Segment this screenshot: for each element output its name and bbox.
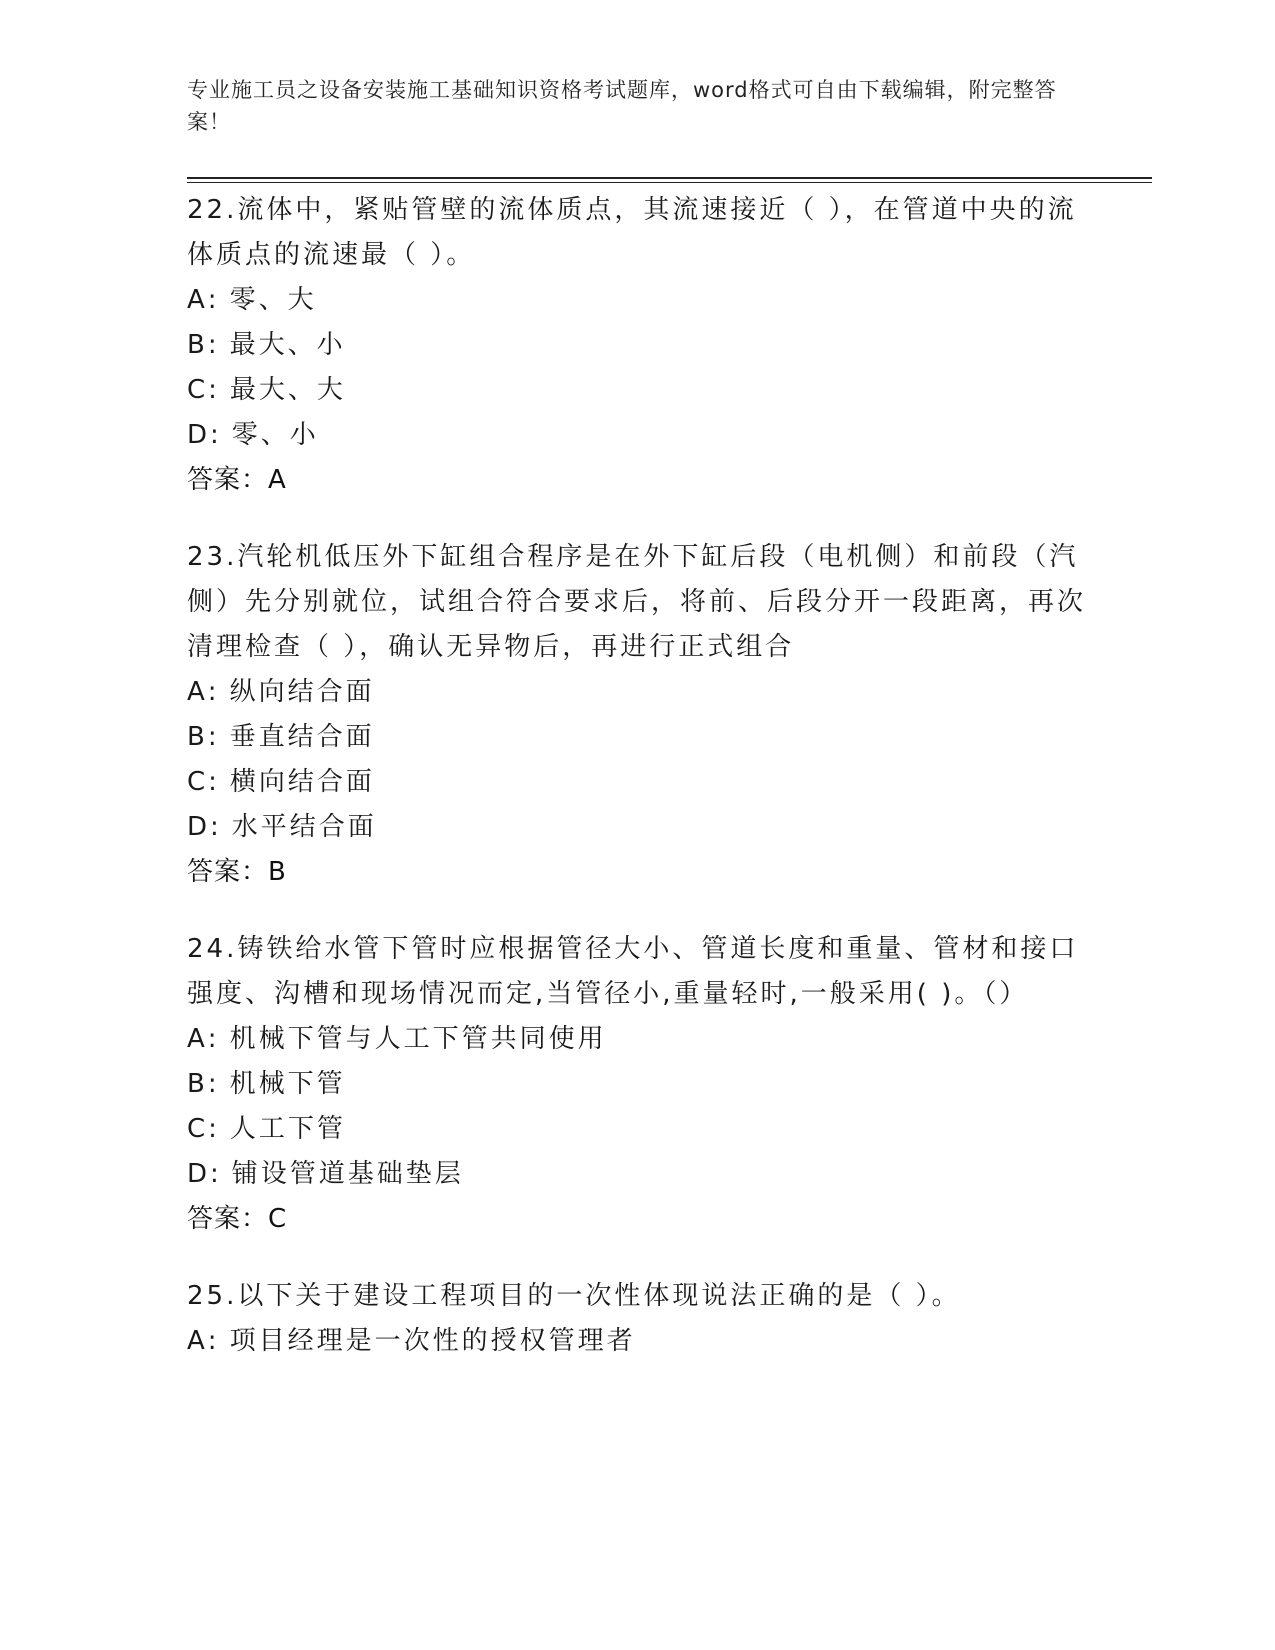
option-key: C [187,1114,209,1144]
option-key: D [187,812,211,842]
document-header: 专业施工员之设备安装施工基础知识资格考试题库，word格式可自由下载编辑，附完整答案！ [187,78,1057,134]
question-25 [187,1274,1087,1364]
option-list [187,278,1087,458]
option-separator: : [210,1159,222,1189]
option-d [187,413,1087,458]
option-list [187,670,1087,850]
option-key: A [187,285,208,315]
question-stem: 25.以下关于建设工程项目的一次性体现说法正确的是（ ）。 [187,1281,961,1311]
option-d [187,805,1087,850]
option-text: 机械下管与人工下管共同使用 [229,1024,607,1054]
option-separator: : [207,1024,220,1054]
answer-value: C [268,1204,288,1234]
option-separator: : [207,722,220,752]
header-divider [187,177,1152,179]
option-key: A [187,1326,208,1356]
option-c [187,760,1087,805]
answer-line [187,850,1087,895]
answer-line [187,1197,1087,1242]
option-b [187,1062,1087,1107]
answer-label: 答案： [187,465,269,495]
option-text: 项目经理是一次性的授权管理者 [229,1326,636,1356]
question-list [187,188,1087,1396]
option-list [187,1319,1087,1364]
question-stem: 23.汽轮机低压外下缸组合程序是在外下缸后段（电机侧）和前段（汽侧）先分别就位，试组合符合要求后，将前、后段分开一段距离，再次清理检查（ ），确认无异物后，再进行正式组合 [187,542,1087,662]
option-text: 垂直结合面 [229,722,375,752]
option-key: C [187,767,209,797]
answer-label: 答案： [187,1204,269,1234]
answer-value: B [268,857,287,887]
option-a [187,1319,1087,1364]
option-key: D [187,1159,211,1189]
option-separator: : [208,375,220,405]
option-separator: : [208,1114,220,1144]
option-a [187,1017,1087,1062]
option-key: B [187,1069,208,1099]
answer-line [187,458,1087,503]
option-text: 机械下管 [229,1069,346,1099]
option-text: 人工下管 [229,1114,346,1144]
option-separator: : [207,285,220,315]
answer-value: A [268,465,287,495]
question-stem: 24.铸铁给水管下管时应根据管径大小、管道长度和重量、管材和接口强度、沟槽和现场情况而定,当管径小,重量轻时,一般采用( )。（） [187,934,1079,1009]
option-separator: : [207,677,220,707]
option-b [187,715,1087,760]
option-d [187,1152,1087,1197]
option-key: D [187,420,211,450]
option-c [187,368,1087,413]
question-24 [187,927,1087,1242]
question-23 [187,535,1087,895]
option-text: 铺设管道基础垫层 [231,1159,464,1189]
option-b [187,323,1087,368]
option-c [187,1107,1087,1152]
option-a [187,278,1087,323]
option-separator: : [210,420,222,450]
option-text: 水平结合面 [231,812,377,842]
option-key: A [187,677,208,707]
option-key: C [187,375,209,405]
question-22 [187,188,1087,503]
option-separator: : [210,812,222,842]
option-list [187,1017,1087,1197]
header-divider-thin [187,182,1152,183]
option-separator: : [208,767,220,797]
option-text: 零、大 [229,285,317,315]
answer-label: 答案： [187,857,269,887]
question-stem: 22.流体中，紧贴管壁的流体质点，其流速接近（ ），在管道中央的流体质点的流速最（ ）。 [187,195,1077,270]
option-key: A [187,1024,208,1054]
option-separator: : [207,1069,220,1099]
option-separator: : [207,1326,220,1356]
option-text: 最大、小 [229,330,346,360]
option-text: 最大、大 [229,375,346,405]
option-key: B [187,722,208,752]
option-a [187,670,1087,715]
option-text: 横向结合面 [229,767,375,797]
option-text: 纵向结合面 [229,677,375,707]
option-text: 零、小 [231,420,319,450]
option-separator: : [207,330,220,360]
option-key: B [187,330,208,360]
